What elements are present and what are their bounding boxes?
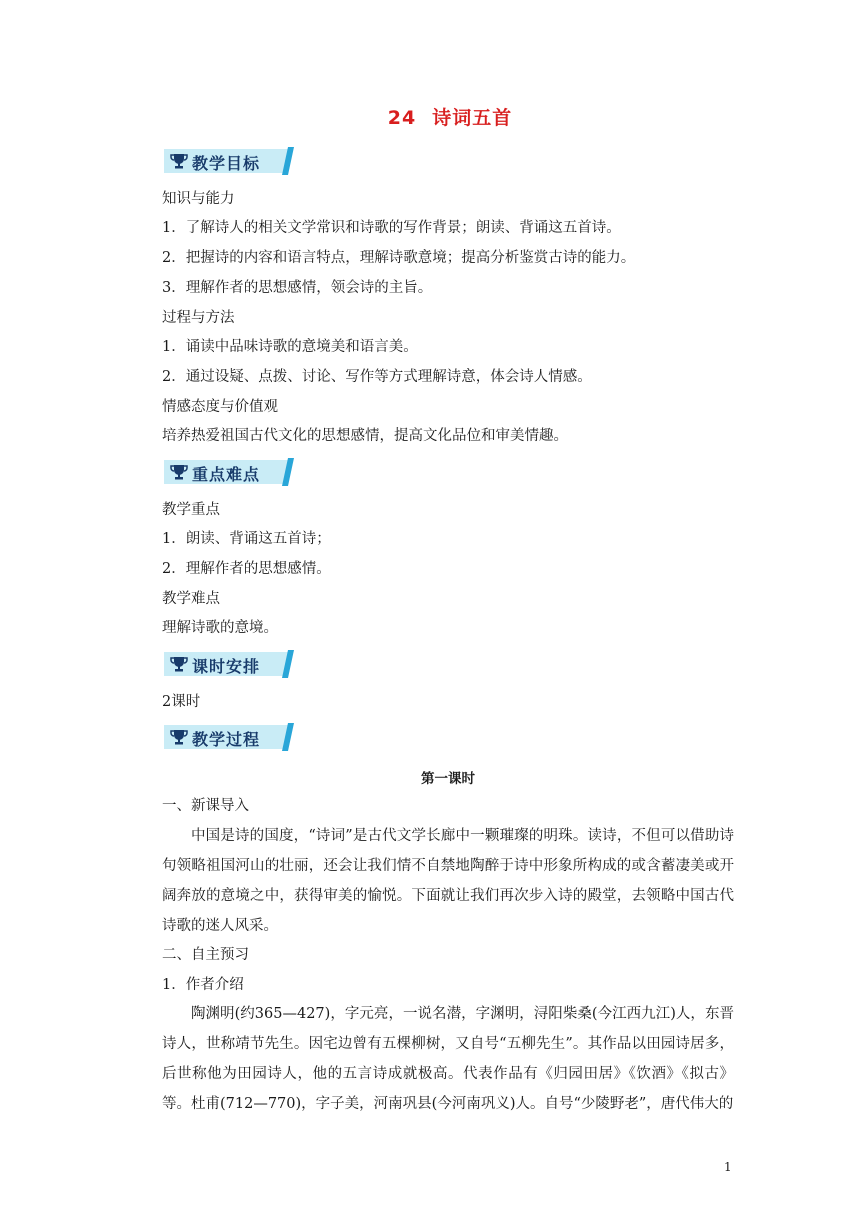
title-text: 诗词五首 [432, 107, 513, 129]
page-number: 1 [724, 1160, 732, 1174]
key-item: 2．理解作者的思想感情。 [162, 561, 331, 577]
subheading-focus: 教学重点 [162, 502, 220, 518]
goal-item: 1．诵读中品味诗歌的意境美和语言美。 [162, 339, 418, 355]
key-item: 理解诗歌的意境。 [162, 620, 278, 636]
author-paragraph-du: 杜甫(712—770)，字子美，河南巩县(今河南巩义)人。自号“少陵野老”，唐代伟大的 [191, 1096, 734, 1112]
subheading-knowledge: 知识与能力 [162, 191, 235, 207]
trophy-icon [170, 463, 188, 481]
subheading-process: 过程与方法 [162, 310, 235, 326]
subheading-attitude: 情感态度与价值观 [162, 399, 278, 415]
goal-item: 1．了解诗人的相关文学常识和诗歌的写作背景；朗读、背诵这五首诗。 [162, 220, 621, 236]
title-number: 24 [387, 107, 417, 129]
section-banner-process [162, 722, 298, 752]
author-paragraph-tao: 陶渊明(约365—427)，字元亮，一说名潜，字渊明，浔阳柴桑(今江西九江)人，东晋诗人，世称靖节先生。因宅边曾有五棵柳树，又自号“五柳先生”。其作品以田园诗居多，后世称他为田园诗人，他的五言诗成就极高。代表作品有《归园田居》《饮酒》《拟古》等。 [162, 1006, 734, 1112]
trophy-icon [170, 655, 188, 673]
banner-label: 重点难点 [192, 465, 261, 484]
banner-label: 课时安排 [192, 657, 261, 676]
author-heading: 1．作者介绍 [162, 977, 244, 993]
step-heading: 一、新课导入 [162, 798, 249, 814]
goal-item: 培养热爱祖国古代文化的思想感情，提高文化品位和审美情趣。 [162, 428, 568, 444]
goal-item: 2．把握诗的内容和语言特点，理解诗歌意境；提高分析鉴赏古诗的能力。 [162, 250, 636, 266]
banner-label: 教学目标 [192, 154, 261, 173]
key-item: 1．朗读、背诵这五首诗； [162, 531, 331, 547]
lesson-title: 第一课时 [421, 771, 475, 787]
subheading-difficulty: 教学难点 [162, 591, 220, 607]
section-banner-key-points [162, 457, 298, 487]
step-heading: 二、自主预习 [162, 947, 249, 963]
intro-paragraph: 中国是诗的国度，“诗词”是古代文学长廊中一颗璀璨的明珠。读诗，不但可以借助诗句领略祖国河山的壮丽，还会让我们情不自禁地陶醉于诗中形象所构成的或含蓄凄美或开阔奔放的意境之中，获得审美的愉悦。下面就让我们再次步入诗的殿堂，去领略中国古代诗歌的迷人风采。 [162, 828, 734, 934]
trophy-icon [170, 728, 188, 746]
section-banner-goals [162, 146, 298, 176]
section-banner-schedule [162, 649, 298, 679]
page-title [0, 103, 860, 130]
trophy-icon [170, 152, 188, 170]
goal-item: 3．理解作者的思想感情，领会诗的主旨。 [162, 280, 433, 296]
banner-label: 教学过程 [192, 730, 261, 749]
goal-item: 2．通过设疑、点拨、讨论、写作等方式理解诗意，体会诗人情感。 [162, 369, 592, 385]
schedule-text: 2课时 [162, 694, 201, 710]
